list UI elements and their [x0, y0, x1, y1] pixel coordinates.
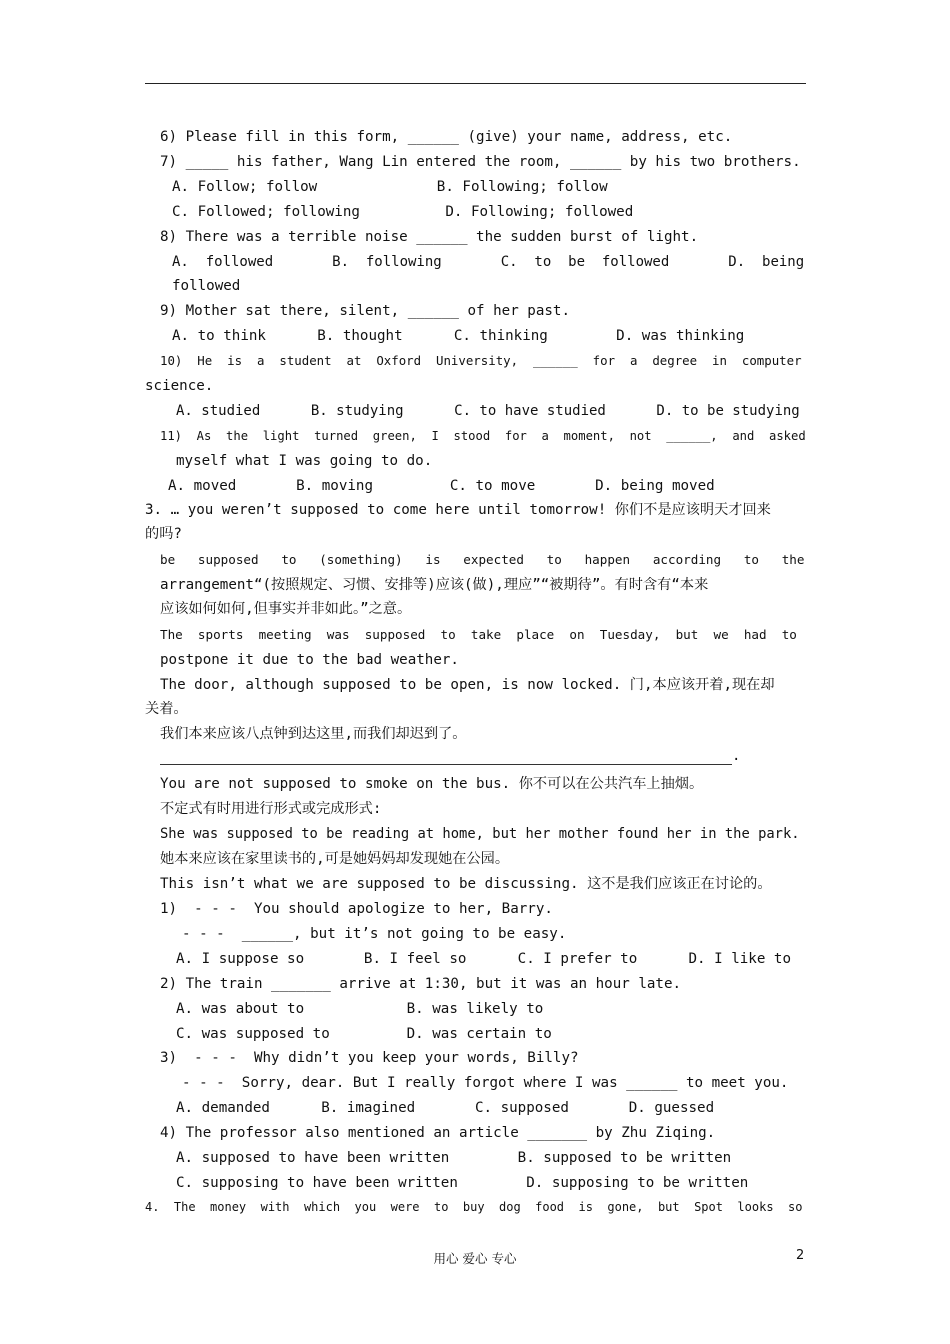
page-number: 2 [796, 1248, 805, 1263]
q11-line: 11) As the light turned green, I stood for a moment, not ______, and asked [160, 429, 806, 443]
example-1-cont: postpone it due to the bad weather. [160, 652, 459, 668]
translation-prompt: 我们本来应该八点钟到达这里,而我们却迟到了。 [160, 726, 467, 742]
q8-options-cont: followed [172, 278, 241, 294]
example-3: You are not supposed to smoke on the bus. 你不可以在公共汽车上抽烟。 [160, 776, 704, 792]
section3-heading-cont: 的吗? [145, 526, 182, 542]
q9-options: A. to think B. thought C. thinking D. was thinking [172, 328, 745, 344]
ex3-reply: - - - Sorry, dear. But I really forgot where I was ______ to meet you. [182, 1075, 789, 1091]
ex1-options: A. I suppose so B. I feel so C. I prefer to D. I like to [176, 951, 791, 967]
ex2-options-cd: C. was supposed to D. was certain to [176, 1026, 552, 1042]
example-4: She was supposed to be reading at home, but her mother found her in the park. [160, 826, 800, 842]
q11-line-cont: myself what I was going to do. [176, 453, 433, 469]
definition-line-1: be supposed to (something) is expected to happen according to the [160, 552, 805, 567]
q7-options-cd: C. Followed; following D. Following; followed [172, 204, 634, 220]
answer-blank-line [160, 764, 732, 765]
definition-line-3: 应该如何如何,但事实并非如此。”之意。 [160, 601, 412, 617]
ex1-line: 1) - - - You should apologize to her, Barry. [160, 901, 553, 917]
q8-options: A. followed B. following C. to be followed D. being [172, 254, 805, 270]
section3-heading: 3. … you weren’t supposed to come here until tomorrow! 你们不是应该明天才回来 [145, 502, 771, 518]
example-2-cont: 关着。 [145, 701, 188, 717]
q11-options: A. moved B. moving C. to move D. being moved [168, 478, 715, 494]
definition-line-2: arrangement“(按照规定、习惯、安排等)应该(做),理应”“被期待”。有时含有“本来 [160, 577, 709, 593]
q8-line: 8) There was a terrible noise ______ the sudden burst of light. [160, 229, 699, 245]
ex2-line: 2) The train _______ arrive at 1:30, but it was an hour late. [160, 976, 682, 992]
q9-line: 9) Mother sat there, silent, ______ of her past. [160, 303, 570, 319]
note-infinitive: 不定式有时用进行形式或完成形式: [160, 801, 382, 817]
ex4-line: 4) The professor also mentioned an article _______ by Zhu Ziqing. [160, 1125, 716, 1141]
example-4-translation: 她本来应该在家里读书的,可是她妈妈却发现她在公园。 [160, 851, 510, 867]
answer-blank-end: . [732, 748, 741, 764]
q10-line-cont: science. [145, 378, 214, 394]
ex4-options-ab: A. supposed to have been written B. supposed to be written [176, 1150, 732, 1166]
q6-line: 6) Please fill in this form, ______ (give) your name, address, etc. [160, 129, 733, 145]
q10-options: A. studied B. studying C. to have studied D. to be studying [176, 403, 800, 419]
example-5: This isn’t what we are supposed to be discussing. 这不是我们应该正在讨论的。 [160, 876, 772, 892]
ex1-reply: - - - ______, but it’s not going to be easy. [182, 926, 567, 942]
q7-options-ab: A. Follow; follow B. Following; follow [172, 179, 608, 195]
ex2-options-ab: A. was about to B. was likely to [176, 1001, 544, 1017]
example-1: The sports meeting was supposed to take place on Tuesday, but we had to [160, 627, 797, 642]
footer-text: 用心 爱心 专心 [433, 1251, 517, 1266]
example-2: The door, although supposed to be open, is now locked. 门,本应该开着,现在却 [160, 677, 775, 693]
q10-line: 10) He is a student at Oxford University, ______ for a degree in computer [160, 353, 802, 368]
ex4-options-cd: C. supposing to have been written D. supposing to be written [176, 1175, 749, 1191]
section4-heading: 4. The money with which you were to buy dog food is gone, but Spot looks so [145, 1200, 803, 1214]
header-rule [145, 83, 806, 84]
q7-line: 7) _____ his father, Wang Lin entered the room, ______ by his two brothers. [160, 154, 801, 170]
ex3-options: A. demanded B. imagined C. supposed D. guessed [176, 1100, 715, 1116]
ex3-line: 3) - - - Why didn’t you keep your words, Billy? [160, 1050, 579, 1066]
